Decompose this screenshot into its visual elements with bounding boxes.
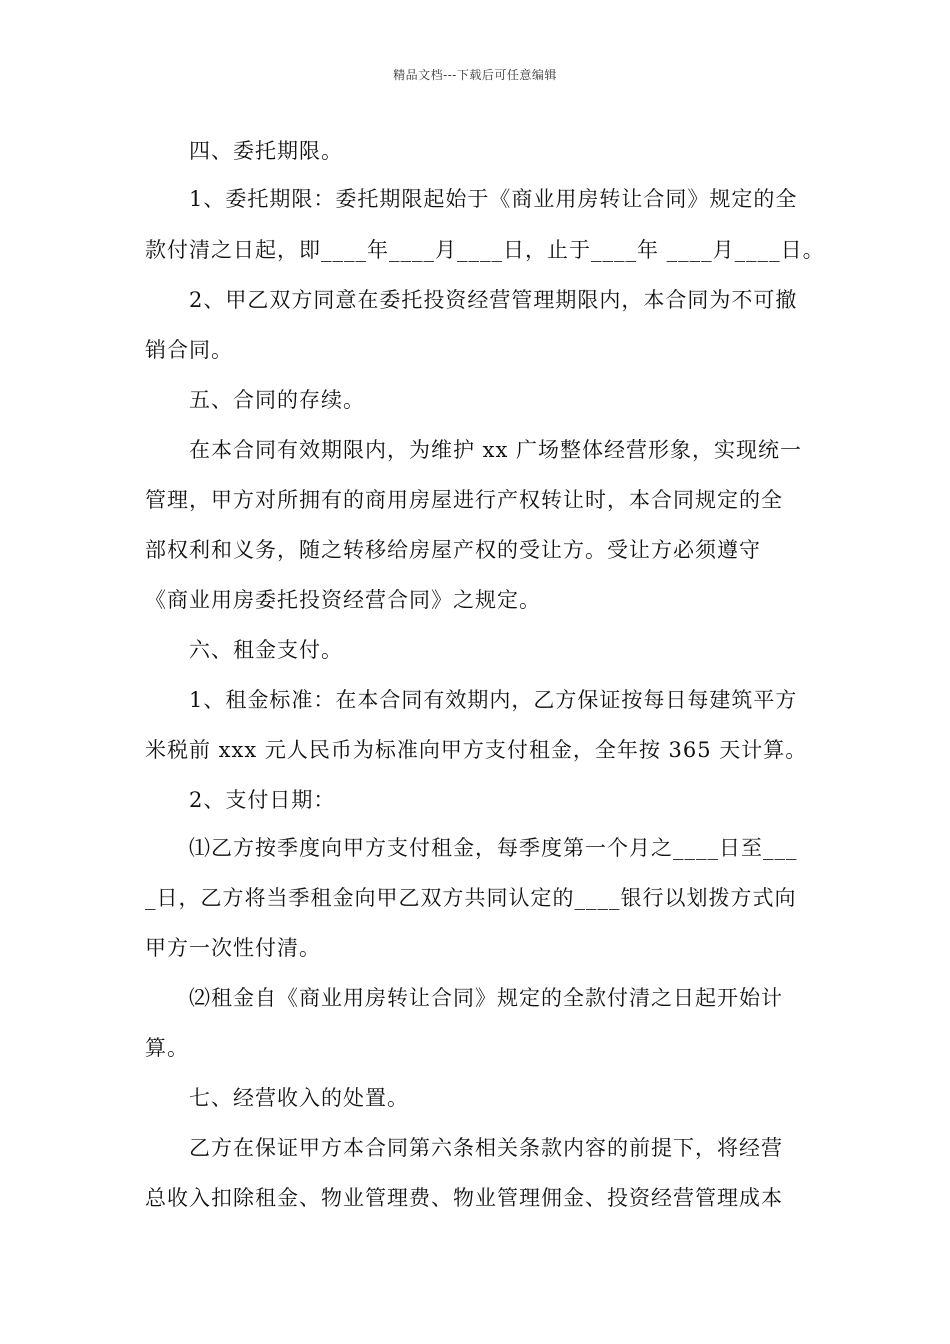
paragraph-line: 算。 [145,1036,189,1060]
section-heading: 七、经营收入的处置。 [189,1086,409,1110]
section-heading: 五、合同的存续。 [189,388,365,412]
paragraph-line: 款付清之日起，即____年____月____日，止于____年 ____月____日。 [145,238,825,262]
paragraph-line: 部权利和义务，随之转移给房屋产权的受让方。受让方必须遵守 [145,538,761,562]
paragraph-line: 2、甲乙双方同意在委托投资经营管理期限内，本合同为不可撤 [189,288,798,312]
paragraph-line: 在本合同有效期限内，为维护 xx 广场整体经营形象，实现统一 [189,438,803,462]
paragraph-line: 1、租金标准：在本合同有效期内，乙方保证按每日每建筑平方 [189,688,798,712]
paragraph-line: 2、支付日期： [189,788,336,812]
section-heading: 六、租金支付。 [189,638,343,662]
paragraph-line: 乙方在保证甲方本合同第六条相关条款内容的前提下，将经营 [189,1136,783,1160]
page-header: 精品文档---下载后可任意编辑 [393,68,557,82]
section-heading: 四、委托期限。 [189,139,343,163]
paragraph-line: 销合同。 [145,338,233,362]
paragraph-line: ⑵租金自《商业用房转让合同》规定的全款付清之日起开始计 [189,986,783,1010]
paragraph-line: 总收入扣除租金、物业管理费、物业管理佣金、投资经营管理成本 [145,1186,783,1210]
paragraph-line: 甲方一次性付清。 [145,936,321,960]
paragraph-line: ⑴乙方按季度向甲方支付租金，每季度第一个月之____日至___ [189,836,798,860]
paragraph-line: 《商业用房委托投资经营合同》之规定。 [145,588,541,612]
paragraph-line: _日，乙方将当季租金向甲乙双方共同认定的____银行以划拨方式向 [145,886,797,910]
paragraph-line: 米税前 xxx 元人民币为标准向甲方支付租金，全年按 365 天计算。 [145,738,808,762]
paragraph-line: 1、委托期限：委托期限起始于《商业用房转让合同》规定的全 [189,187,798,211]
paragraph-line: 管理，甲方对所拥有的商用房屋进行产权转让时，本合同规定的全 [145,488,783,512]
